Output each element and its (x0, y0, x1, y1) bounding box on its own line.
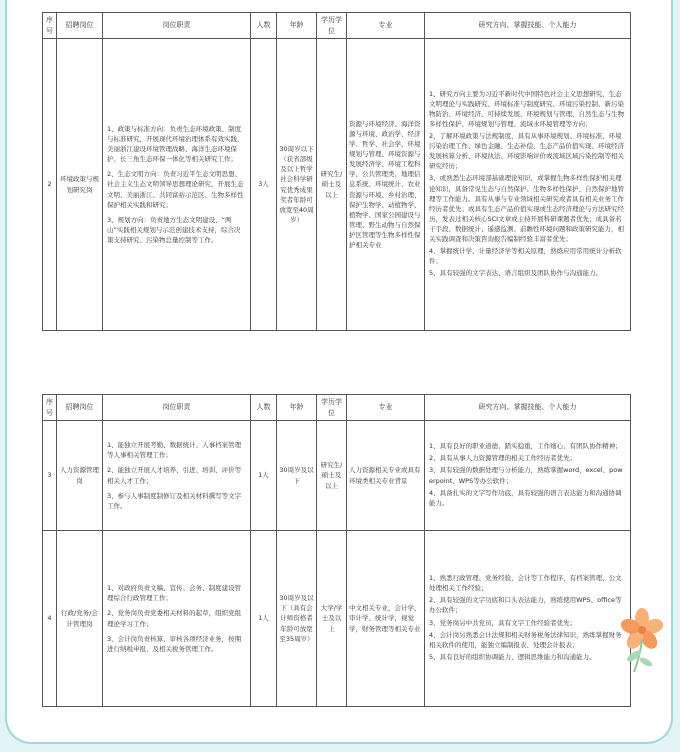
header-count: 人数 (251, 395, 277, 421)
flower-decoration-icon (612, 604, 672, 674)
row-duties (103, 39, 251, 331)
header-edu: 学历学位 (317, 13, 347, 39)
duty-item: 2、党务岗负责党委相关材料的起草，组织党组理论学习工作； (107, 609, 242, 628)
table-row (43, 531, 631, 707)
header-post: 招聘岗位 (57, 395, 103, 421)
duty-item: 1、政策与标准方向：负责生态环境政策、制度与标准研究，开展现代环境治理体系有效实践，美丽浙江建设环境管理战略、海洋生态环境保护、长三角生态环保一体化等相关研究工作； (107, 125, 244, 164)
ability-item: 2、具有从事人力资源管理的相关工作经历者优先； (429, 454, 577, 463)
row-seq: 2 (43, 39, 57, 331)
ability-item: 1、熟悉行政管理、党务经验，会计等工作程序，有档案管理、公文处理相关工作经验； (429, 574, 622, 593)
ability-item: 1、研究方向主要为习近平新时代中国特色社会主义思想研究、生态文明理论与实践研究、环境标准与制度研究、环境污染控制、新污染物防治、环境经济、可持续发展、环境规划与管理、自然生态与生物多样性保护、环境规划与管理、流域水环境管理等方向； (429, 89, 624, 129)
row-duties (103, 531, 251, 707)
recruitment-table-1 (42, 12, 631, 331)
row-age: 30周岁以下（获省部级及以上哲学社会科学研究优秀成果奖者年龄可放宽至40周岁） (277, 39, 317, 331)
header-seq: 序号 (43, 395, 57, 421)
ability-item: 5、具有良好的组织协调能力、逻辑思维能力和沟通能力。 (429, 652, 596, 661)
row-abilities (425, 531, 631, 707)
row-count: 3人 (251, 39, 277, 331)
recruitment-table-2 (42, 394, 631, 707)
header-major: 专业 (347, 13, 425, 39)
duty-item: 1、能独立开展考勤、数据统计、人事档案管理等人事相关管理工作； (107, 441, 242, 460)
row-edu: 研究生/硕士及以上 (317, 421, 347, 531)
row-duties (103, 421, 251, 531)
header-major: 专业 (347, 395, 425, 421)
ability-item: 4、具备扎实的文字写作功底，具有较强的语言表达能力和沟通协调能力。 (429, 488, 622, 507)
duty-item: 3、会计岗负责核算、审核各项经济业务，按期进行纳税申报、及相关税务管理工作。 (107, 634, 242, 653)
header-age: 年龄 (277, 395, 317, 421)
row-seq: 3 (43, 421, 57, 531)
header-edu: 学历学位 (317, 395, 347, 421)
ability-item: 4、掌握统计学、计量经济学等相关原理，熟练应用常用统计分析软件； (429, 246, 622, 265)
ability-item: 3、或熟悉生态环境部基础理论知识，或掌握生物多样性保护相关理论知识，具备常见生态与自然保护、生物多样性保护、自然保护地管理等工作能力。具有从事与专业领域相关研究或者具有相关业务工作经历者优先；或具有生态产品价值实现或生态经济理论与方法研究经历，发表过相关核心SCI文章或主持开展科研课题者优先；或具备若干手段、数据统计、遥感监测、前瞻性环境问题和政策研究能力，相关实践调查和决策咨询报告编制经验丰富者优先； (429, 174, 624, 243)
ability-item: 2、了解环境政策与法规制度，具有从事环境规划、环境标准、环境污染治理工作、绿色金融、生态补偿、生态产品价值实现、环境经济发展核算分析、环境执法、环境影响评价或流域区域污染控制等相关研究经历； (429, 132, 624, 171)
row-post: 环境政策与规划研究岗 (57, 39, 103, 331)
duty-item: 2、生态文明方向：负责习近平生态文明思想、社会主义生态文明领导思想理论研究，开展生态文明、美丽浙江、共同富裕示范区、生物多样性保护相关实践和研究； (107, 170, 244, 209)
row-abilities (425, 421, 631, 531)
header-ability: 研究方向、掌握技能、个人能力 (425, 13, 631, 39)
row-count: 1人 (251, 531, 277, 707)
header-seq: 序号 (43, 13, 57, 39)
header-ability: 研究方向、掌握技能、个人能力 (425, 395, 631, 421)
flower-leaf (638, 656, 653, 668)
row-age: 30周岁及以下（具有会计师资格者年龄可放宽至35周岁） (277, 531, 317, 707)
row-major: 资源与环境经济、海洋资源与环境、政治学、经济学、哲学、社会学、环境规划与管理、环境资源与发展经济学、环境工程科学、公共管理类、地理信息系统、环境统计、农业资源与环境、乡村治理、保护生物学、动植物学、植物学、国家公园建设与管理、野生动物与自然保护区管理等生物多样性保护相关专业 (347, 39, 425, 331)
table-header-row (43, 13, 631, 39)
row-post: 人力资源管理岗 (57, 421, 103, 531)
row-major: 人力资源相关专业或具有环境类相关专业背景 (347, 421, 425, 531)
header-post: 招聘岗位 (57, 13, 103, 39)
header-duty: 岗位职责 (103, 395, 251, 421)
row-count: 1人 (251, 421, 277, 531)
row-seq: 4 (43, 531, 57, 707)
table-row (43, 421, 631, 531)
table-row (43, 39, 631, 331)
ability-item: 3、具有较强的数据处理与分析能力，熟练掌握word、excel、powerpoint、WPS等办公软件； (429, 466, 623, 485)
row-edu: 研究生/硕士及以上 (317, 39, 347, 331)
ability-item: 5、具有较强的文字表达、语言组织及团队协作与沟通能力。 (429, 269, 603, 277)
ability-item: 3、党务岗另中共党员，具有文字工作经验者优先； (429, 618, 577, 627)
header-count: 人数 (251, 13, 277, 39)
ability-item: 4、会计岗另熟悉会计法规和相关财务税务法律知识，熟练掌握财务相关软件的使用，能独立编制报表、处理会计报表； (429, 630, 622, 649)
duty-item: 1、对政府负责文稿、宣传、会务、制度建设管理综合行政管理工作； (107, 584, 242, 603)
row-age: 30周岁及以下 (277, 421, 317, 531)
row-major: 中文相关专业，会计学、审计学、统计学，视觉学，财务管理等相关专业 (347, 531, 425, 707)
row-edu: 大学/学士及以上 (317, 531, 347, 707)
header-duty: 岗位职责 (103, 13, 251, 39)
table-header-row (43, 395, 631, 421)
row-post: 行政/党务/会计管理岗 (57, 531, 103, 707)
duty-item: 3、规划方向：负责地方生态文明建设、“两山”实践相关规划与示范创建技术支持，综合决策支持研究、污染物总量控制等工作。 (107, 215, 241, 244)
header-age: 年龄 (277, 13, 317, 39)
ability-item: 1、具有良好的职业道德，踏实稳重，工作细心，有团队协作精神； (429, 442, 622, 451)
duty-item: 3、参与人事制度制修订及相关材料撰写等文字工作。 (107, 491, 242, 510)
row-abilities (425, 39, 631, 331)
ability-item: 2、具有较强的文字功底和口头表达能力，熟练使用WPS、office等办公软件； (429, 596, 622, 615)
duty-item: 2、能独立开展人才培养、引进、培训、评价等相关人才工作； (107, 466, 242, 485)
